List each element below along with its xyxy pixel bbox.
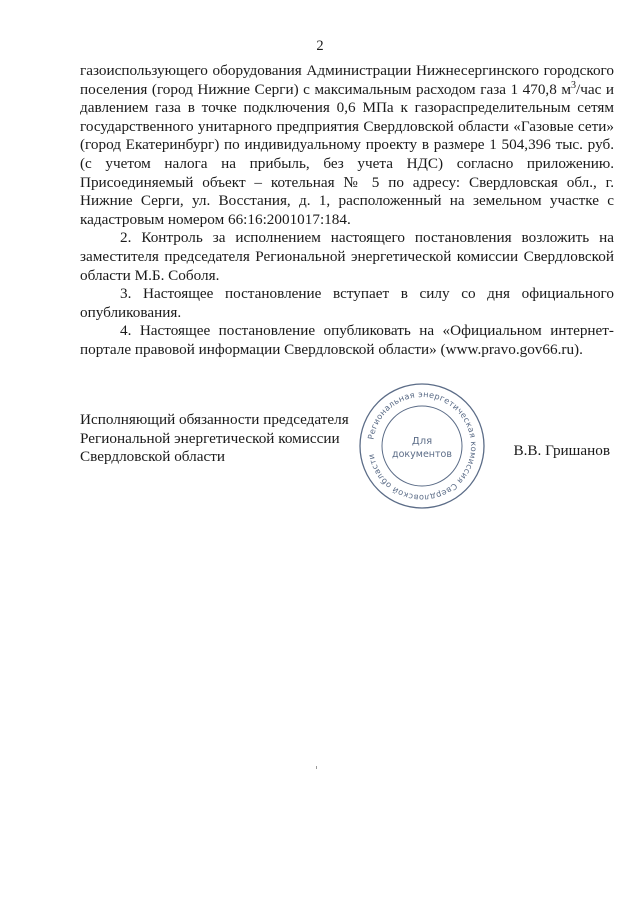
signature-title-line-1: Исполняющий обязанности председателя xyxy=(80,411,349,428)
signature-title-line-3: Свердловской области xyxy=(80,448,225,466)
paragraph-1-text-a: газоиспользующего оборудования Администрации Нижнесергинского городского поселения (город Нижние Серги) с максимальным расходом газа 1 470,8 м xyxy=(80,62,614,98)
stamp-center-line-2: документов xyxy=(392,449,452,460)
scan-artifact-mark xyxy=(316,766,317,769)
stamp-center-line-1: Для xyxy=(411,436,433,447)
paragraph-1-text-b: /час и давлением газа в точке подключения 0,6 МПа к газораспределительным сетям государственного унитарного предприятия Свердловской области «Газовые сети» (город Екатеринбург) по индивидуальному проекту в размере 1 504,396 тыс. руб. (с учетом налога на прибыль, без учета НДС) согласно приложению. Присоединяемый объект – котельная № 5 по адресу: Свердловская обл., г. Нижние Серги, ул. Восстания, д. 1, расположенный на земельном участке с кадастровым номером 66:16:2001017:184. xyxy=(80,80,615,228)
stamp-ring-textpath: Региональная энергетическая комиссия Свердловской области xyxy=(365,388,480,504)
signature-title-line-2: Региональной энергетической комиссии xyxy=(80,429,340,447)
paragraph-3: 3. Настоящее постановление вступает в силу со дня официального опубликования. xyxy=(80,285,614,321)
unit-superscript: 3 xyxy=(570,79,576,91)
stamp-graphic xyxy=(356,380,488,512)
official-stamp xyxy=(356,380,488,512)
signature-title-block xyxy=(80,411,380,467)
paragraph-4: 4. Настоящее постановление опубликовать на «Официальном интернет-портале правовой информации Свердловской области» (www.pravo.gov66.ru). xyxy=(80,322,614,358)
paragraph-2: 2. Контроль за исполнением настоящего постановления возложить на заместителя председателя Региональной энергетической комиссии Свердловской области М.Б. Соболя. xyxy=(80,229,614,284)
signer-name: В.В. Гришанов xyxy=(513,442,610,459)
page-number: 2 xyxy=(316,38,324,54)
document-body xyxy=(80,62,614,360)
paragraph-1-continued xyxy=(80,62,614,229)
